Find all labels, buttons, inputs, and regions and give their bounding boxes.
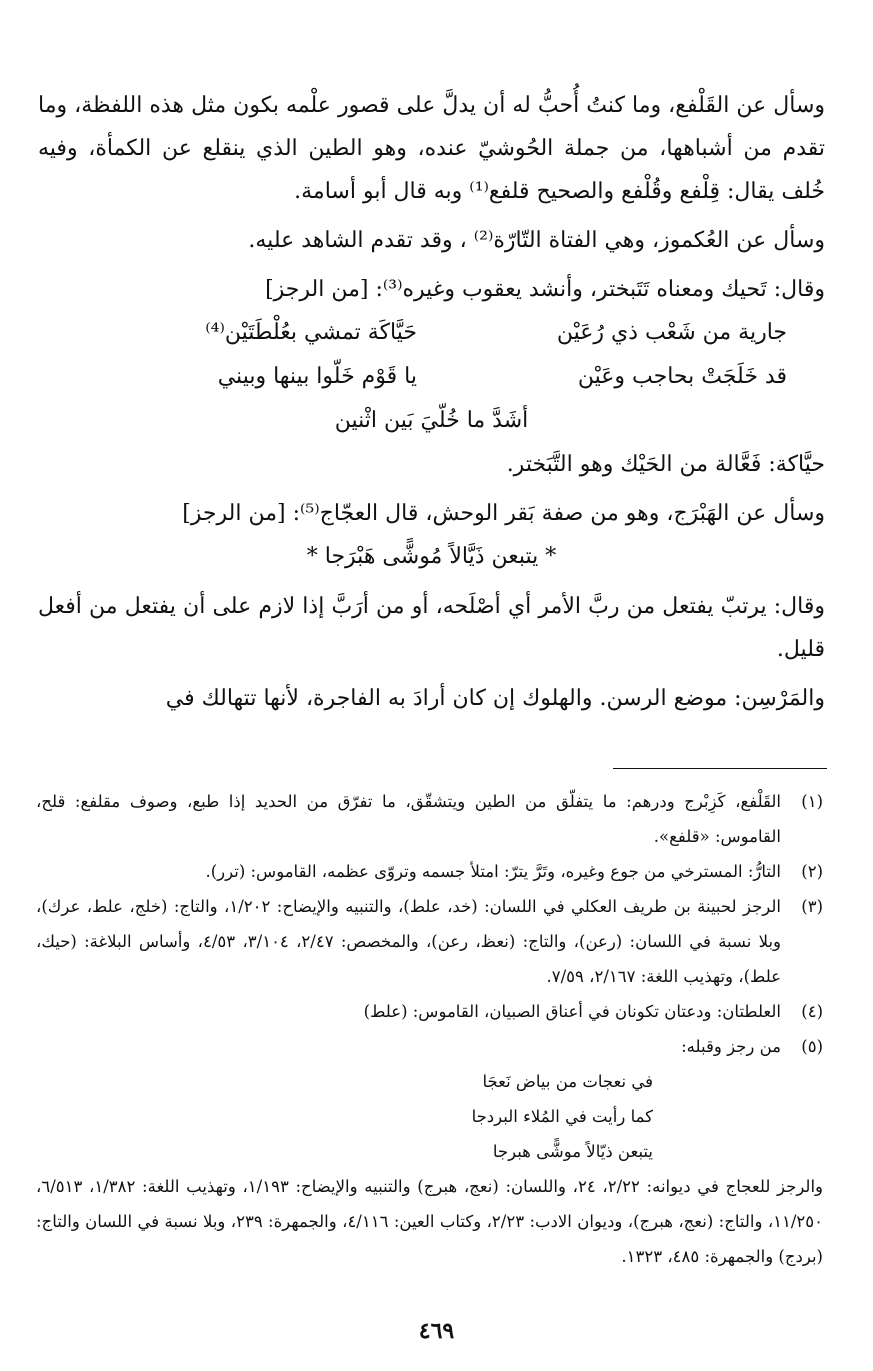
paragraph-hayyaka: حيَّاكة: فَعَّالة من الحَيْك وهو التَّبَختر. (506, 452, 825, 477)
verse-hemistich: حَيَّاكَة تمشي بعُلْطَتَيْن⁽⁴⁾ (205, 320, 417, 345)
footnote-4 (36, 994, 823, 1029)
verse-hemistich: يا قَوْم خَلّوا بينها وبيني (217, 364, 417, 389)
footnote-divider (613, 768, 827, 769)
footnote-2 (36, 854, 823, 889)
footnote-poem-line: يتبعن ذيّالاً موشًّى هبرجا (492, 1142, 653, 1161)
footnote-poem-line: كما رأيت في المُلاء البردجا (471, 1107, 653, 1126)
footnote-number: (٥) (801, 1037, 823, 1056)
main-text (38, 84, 825, 720)
paragraph-qalfa: وسأل عن القَلْفع، وما كنتُ أُحبُّ له أن يدلَّ على قصور علْمه بكون مثل هذه اللفظة، وما تقدم من أشباهها، من جملة الحُوشيّ عنده، وهو الطين الذي ينقلع عن الكمأة، وفيه خُلف يقال: قِلْفع وقُلْفع والصحيح قلفع⁽¹⁾ وبه قال أبو أسامة. (38, 93, 825, 204)
footnote-text: العلطتان: ودعتان تكونان في أعناق الصبيان، القاموس: (علط) (363, 1002, 781, 1021)
verse-line-1 (38, 311, 787, 355)
paragraph-habraj: وسأل عن الهَبْرَج، وهو من صفة بَقر الوحش، قال العجّاج⁽⁵⁾: [من الرجز] (182, 501, 825, 526)
footnote-5 (36, 1029, 823, 1064)
paragraph-yartabb: وقال: يرتبّ يفتعل من ربَّ الأمر أي أصْلَحه، أو من أرَبَّ إذا لازم على أن يفتعل من أفعل قليل. (38, 594, 825, 662)
page-number: ٤٦٩ (418, 1318, 455, 1344)
verse-line-2 (38, 355, 787, 399)
footnote-text: الرجز لحبينة بن طريف العكلي في اللسان: (خد، علط)، والتنبيه والإيضاح: ١/٢٠٢، والتاج: (خلج، علط، عرك)، وبلا نسبة في اللسان: (رعن)، والتاج: (نعظ، رعن)، والمخصص: ٢/٤٧، ٣/١٠٤، ٤/٥٣، وأساس البلاغة: (حيك، علط)، وتهذيب اللغة: ٢/١٦٧، ٧/٥٩. (36, 897, 782, 986)
verse-hemistich: جارية من شَعْب ذي رُعَيْن (556, 320, 787, 345)
footnote-text: والرجز للعجاج في ديوانه: ٢/٢٢، ٢٤، واللسان: (نعج، هبرج) والتنبيه والإيضاح: ١/١٩٣، وتهذيب اللغة: ١/٣٨٢، ٦/٥١٣، ١١/٢٥٠، والتاج: (نعج، هبرج)، وديوان الادب: ٢/٢٣، وكتاب العين: ٤/١١٦، والجمهرة: ٢٣٩، وبلا نسبة في اللسان والتاج: (بردج) والجمهرة: ٤٨٥، ١٣٢٣. (36, 1177, 824, 1266)
footnote-5-sources (36, 1169, 823, 1274)
footnote-number: (١) (801, 792, 823, 811)
verse-line-3 (38, 399, 825, 443)
footnote-poem-line: في نعجات من بياض نَعجَا (482, 1072, 653, 1091)
footnote-number: (٢) (801, 862, 823, 881)
footnote-number: (٤) (801, 1002, 823, 1021)
footnote-text: التارُّ: المسترخي من جوع وغيره، وتَرَّ يترّ: امتلأ جسمه وتروّى عظمه، القاموس: (ترر). (205, 862, 781, 881)
paragraph-marsin: والمَرْسِن: موضع الرسن. والهلوك إن كان أرادَ به الفاجرة، لأنها تتهالك في (165, 686, 825, 711)
footnote-text: القَلْفع، كَزِبْرج ودرهم: ما يتفلّق من الطين ويتشقّق، ما تفرّق من الحديد إذا طبع، وصوف مقلفع: قلح، القاموس: «قلفع». (36, 792, 781, 846)
paragraph-tahik: وقال: تَحيك ومعناه تَتَبختر، وأنشد يعقوب وغيره⁽³⁾: [من الرجز] (265, 277, 825, 302)
verse-hemistich: * يتبعن ذَيَّالاً مُوشًّى هَبْرَجا * (306, 544, 557, 569)
verse-hemistich: أشَدَّ ما خُلّيَ بَين اثْنين (334, 408, 529, 433)
footnote-number: (٣) (801, 897, 823, 916)
footnote-1 (36, 784, 823, 854)
footnote-text: من رجز وقبله: (681, 1037, 781, 1056)
verse-hemistich: قد خَلَجَتْ بحاجب وعَيْن (577, 364, 787, 389)
footnotes (36, 784, 823, 1274)
paragraph-ukmuz: وسأل عن العُكموز، وهي الفتاة التّارّة⁽²⁾ ، وقد تقدم الشاهد عليه. (248, 228, 825, 253)
footnote-3 (36, 889, 823, 994)
verse-line-4 (38, 535, 825, 579)
